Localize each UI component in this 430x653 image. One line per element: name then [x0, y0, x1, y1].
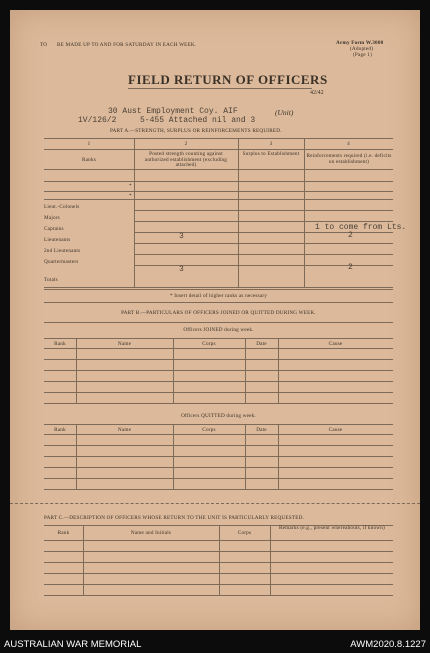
- joined-col-corps: Corps: [202, 341, 216, 347]
- form-sheet: TO BE MADE UP TO AND FOR SATURDAY IN EACH WEEK. Army Form W.3000 (Adopted) (Page 1) FIELD RETURN OF OFFICERS 42/42 30 Aust Employment Coy. AIF (Unit) 1V/126/2 5-455 Attached nil and 3 PART A.—STRENGTH, SURPLUS OR REINFORCEMENTS REQUIRED. 1 2 3 4 Ranks Posted strength counting against authorized establishment (excluding attached) Surplus to Establishment Reinforcements required (i.e. deficits on establishment) * * Lieut.-Colonels Majors Captains Lieutenants 2nd Lieutenants Quartermasters Totals 1 to come from Lts. 3 2 3 2 * Insert detail of higher ranks as necessary PART B.—PARTICULARS OF OFFICERS JOINED OR QUITTED DURING WEEK. Officers JOINED during week. Rank Name Corps Date Cause Officers QUITTED during week. Rank Name Corps Date Cause PART C.—DESCRIPTION OF OFFICERS WHOSE RETURN TO THE UNIT IS PARTICULARLY REQUESTED. Rank Name and Initials Corps Remarks (e.g., present whereabouts, if known): [10, 10, 420, 630]
- rank-quartermasters: Quartermasters: [44, 259, 79, 265]
- col-header-surplus: Surplus to Establishment: [242, 151, 300, 157]
- footer-accession: AWM2020.8.1227: [350, 639, 426, 650]
- to-label: TO: [40, 42, 48, 48]
- footnote: * Insert detail of higher ranks as necessary: [169, 293, 268, 299]
- rank-lieutenants: Lieutenants: [44, 237, 71, 243]
- col-number-4: 4: [347, 141, 350, 147]
- part-b-title: PART B.—PARTICULARS OF OFFICERS JOINED OR QUITTED DURING WEEK.: [121, 310, 316, 316]
- totals-posted: 3: [179, 265, 184, 274]
- part-c-title: PART C.—DESCRIPTION OF OFFICERS WHOSE RETURN TO THE UNIT IS PARTICULARLY REQUESTED.: [44, 515, 305, 521]
- part-c-col-rank: Rank: [57, 530, 70, 536]
- joined-col-name: Name: [117, 341, 132, 347]
- quitted-title: Officers QUITTED during week.: [181, 413, 256, 419]
- form-number: Army Form W.3000: [336, 40, 384, 46]
- joined-title: Officers JOINED during week.: [183, 327, 254, 333]
- rank-lieut-colonels: Lieut.-Colonels: [44, 204, 80, 210]
- unit-label: (Unit): [275, 108, 294, 117]
- form-ref: 42/42: [310, 90, 324, 96]
- rank-majors: Majors: [44, 215, 60, 221]
- totals-label: Totals: [44, 277, 58, 283]
- joined-col-date: Date: [256, 341, 267, 347]
- instruction-text: BE MADE UP TO AND FOR SATURDAY IN EACH WEEK.: [57, 42, 197, 48]
- totals-reinforcement: 2: [348, 263, 353, 272]
- part-a-title: PART A.—STRENGTH, SURPLUS OR REINFORCEMENTS REQUIRED.: [110, 128, 282, 134]
- form-page: (Page 1): [353, 52, 373, 58]
- rank-captains: Captains: [44, 226, 64, 232]
- part-c-col-remarks: Remarks (e.g., present whereabouts, if known): [279, 525, 385, 531]
- unit-name: 30 Aust Employment Coy. AIF: [108, 107, 238, 116]
- col-header-reinforcements: Reinforcements required (i.e. deficits on establishment): [306, 153, 392, 165]
- part-c-col-name: Name and Initials: [130, 530, 172, 536]
- quitted-col-rank: Rank: [54, 427, 66, 433]
- file-ref: 1V/126/2: [78, 116, 117, 125]
- col-number-1: 1: [87, 141, 91, 147]
- col-number-2: 2: [184, 141, 188, 147]
- captains-reinforcement: 1 to come from Lts.: [315, 223, 407, 232]
- rank-2nd-lieutenants: 2nd Lieutenants: [44, 248, 81, 254]
- lieutenants-posted: 3: [179, 232, 184, 241]
- footer-institution: AUSTRALIAN WAR MEMORIAL: [4, 639, 142, 650]
- lieutenants-reinforcement: 2: [348, 231, 353, 240]
- quitted-col-name: Name: [117, 427, 132, 433]
- joined-col-rank: Rank: [54, 341, 66, 347]
- quitted-col-date: Date: [256, 427, 267, 433]
- col-number-3: 3: [269, 141, 273, 147]
- col-header-ranks: Ranks: [82, 157, 96, 163]
- strength-note: 5-455 Attached nil and 3: [140, 116, 256, 125]
- joined-col-cause: Cause: [328, 341, 343, 347]
- col-header-posted: Posted strength counting against authorized establishment (excluding attached): [144, 151, 228, 169]
- part-c-col-corps: Corps: [237, 530, 252, 536]
- form-adopted: (Adopted): [350, 46, 374, 52]
- form-title: FIELD RETURN OF OFFICERS: [128, 72, 328, 87]
- quitted-col-cause: Cause: [328, 427, 343, 433]
- quitted-col-corps: Corps: [202, 427, 216, 433]
